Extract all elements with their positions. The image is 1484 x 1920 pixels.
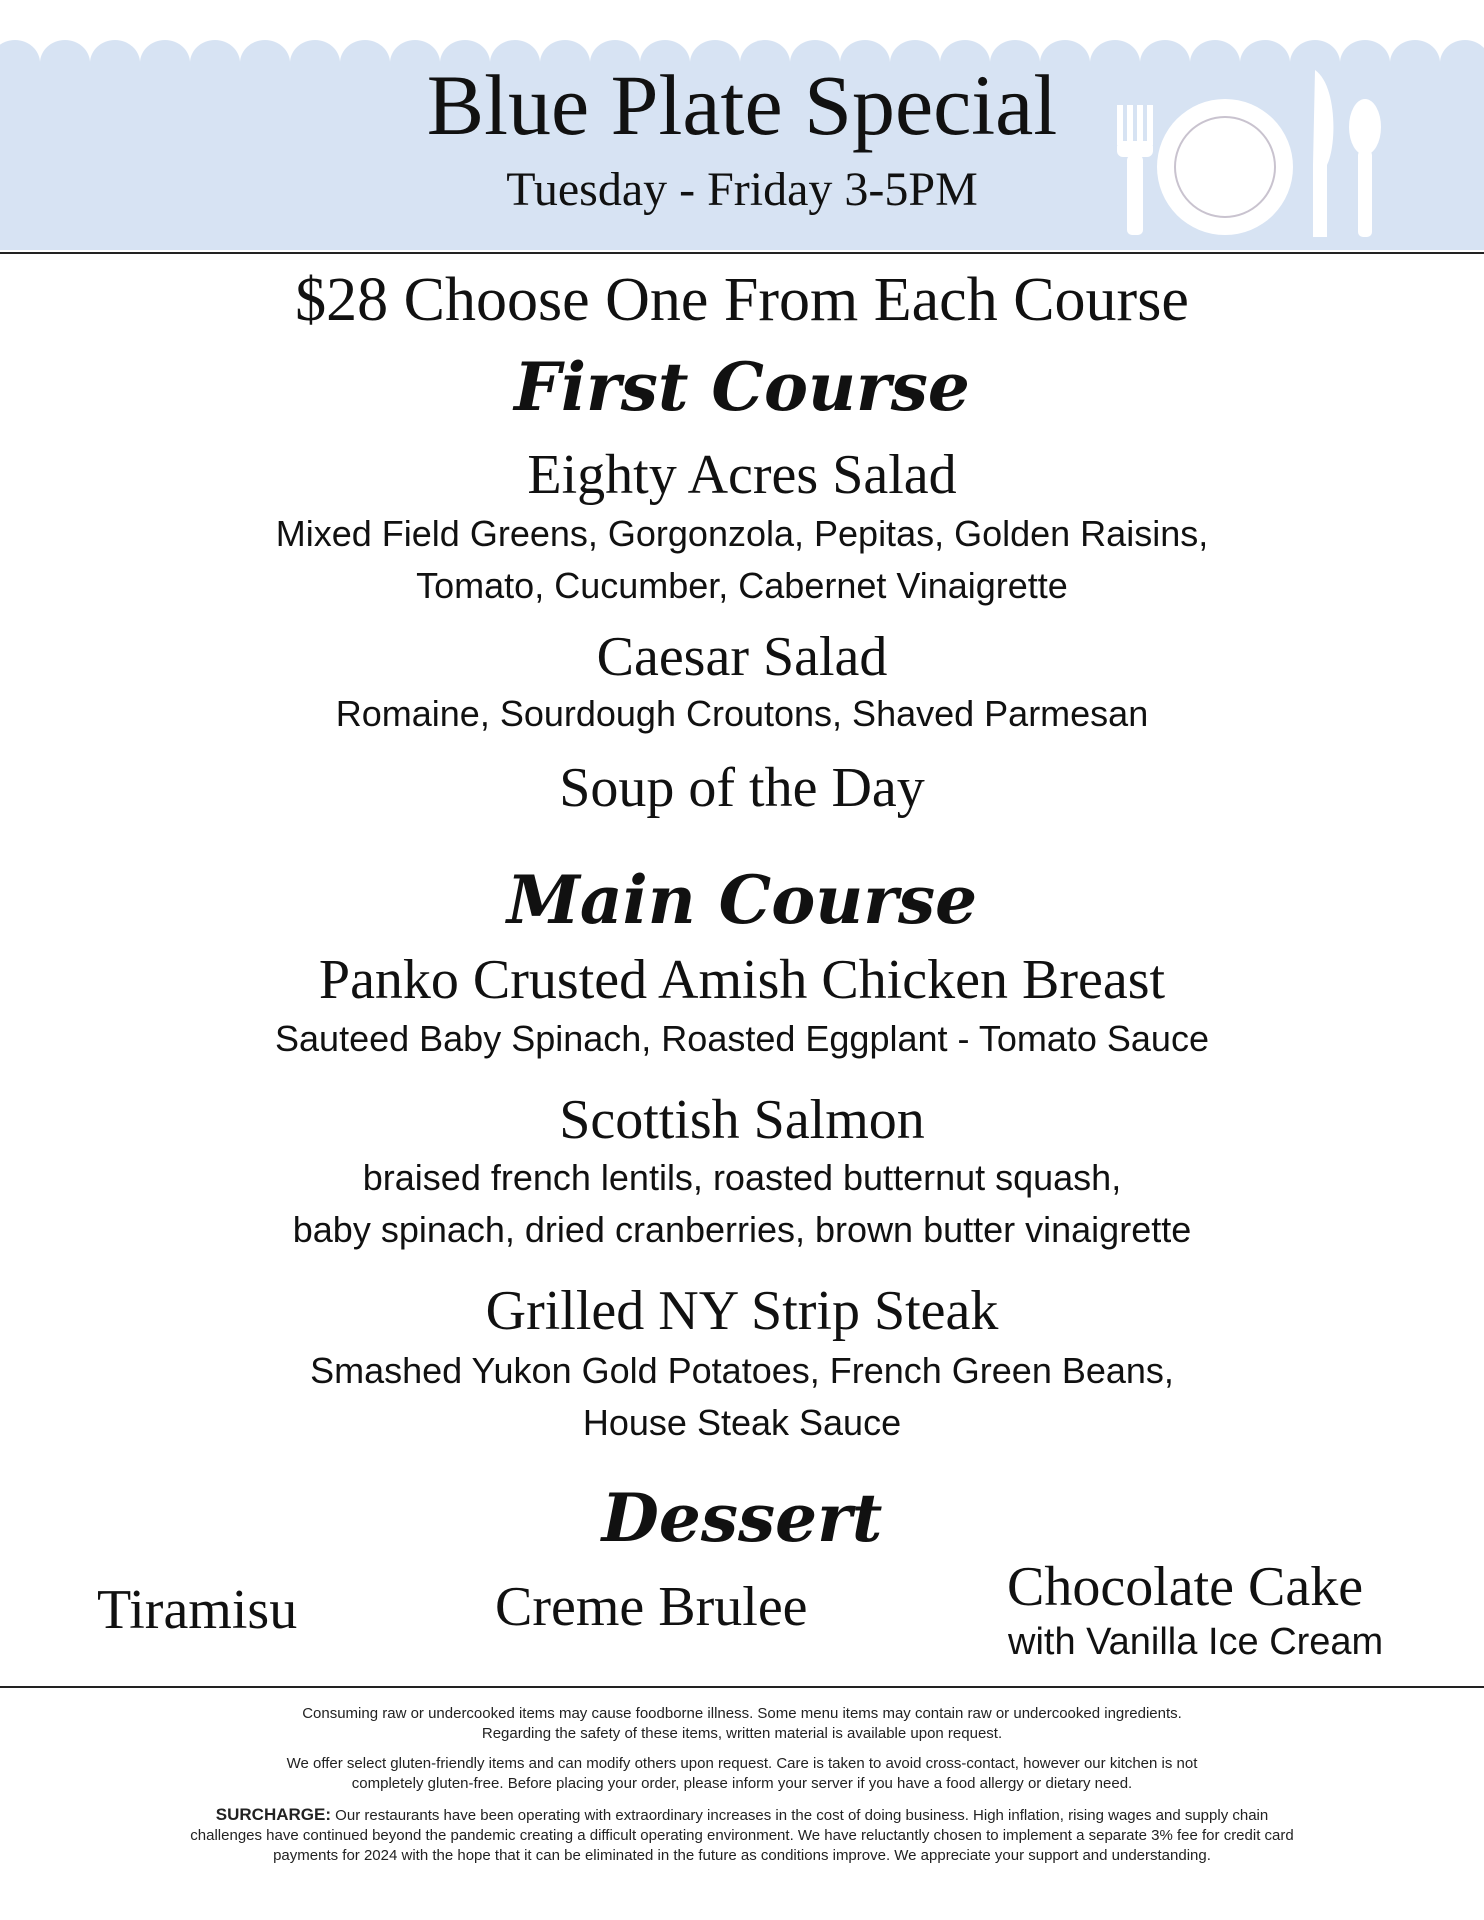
dessert-item-name: Tiramisu	[97, 1579, 298, 1641]
main-course-heading: Main Course	[506, 861, 978, 939]
menu-item-description: Romaine, Sourdough Croutons, Shaved Parmesan	[335, 693, 1149, 734]
header-banner	[0, 0, 1484, 250]
menu-item-name: Caesar Salad	[596, 626, 888, 688]
menu-item-name: Grilled NY Strip Steak	[485, 1280, 999, 1342]
dessert-item-name: Chocolate Cake	[1007, 1556, 1364, 1618]
header-divider	[0, 252, 1484, 254]
dessert-item-description: with Vanilla Ice Cream	[1008, 1621, 1384, 1663]
raw-food-warning: Consuming raw or undercooked items may cause foodborne illness. Some menu items may contain raw or undercooked ingredients. Regarding the safety of these items, written material is available upon request.	[302, 1705, 1182, 1742]
menu-item-description: Smashed Yukon Gold Potatoes, French Green Beans,	[310, 1350, 1174, 1391]
menu-item-name: Soup of the Day	[559, 757, 925, 819]
plate-fork-knife-spoon-icon	[1105, 55, 1405, 240]
first-course-heading: First Course	[514, 348, 970, 426]
page-subtitle: Tuesday - Friday 3-5PM	[506, 163, 978, 216]
gluten-notice: We offer select gluten-friendly items and can modify others upon request. Care is taken to avoid cross-contact, however our kitchen is not completely gluten-free. Before placing your order, please inform your server if you have a food allergy or dietary need.	[286, 1755, 1198, 1792]
menu-item-description: braised french lentils, roasted butternut squash,	[362, 1157, 1122, 1198]
price-line: $28 Choose One From Each Course	[295, 266, 1189, 334]
dessert-item-name: Creme Brulee	[495, 1576, 808, 1638]
page-title: Blue Plate Special	[426, 57, 1058, 153]
menu-item-description: baby spinach, dried cranberries, brown butter vinaigrette	[292, 1209, 1192, 1250]
menu-item-name: Eighty Acres Salad	[527, 444, 957, 506]
menu-item-description: Tomato, Cucumber, Cabernet Vinaigrette	[416, 565, 1068, 606]
surcharge-label: SURCHARGE:	[215, 1805, 332, 1824]
menu-item-description: Mixed Field Greens, Gorgonzola, Pepitas, Golden Raisins,	[275, 513, 1209, 554]
menu-item-description: House Steak Sauce	[582, 1402, 902, 1443]
footer-divider	[0, 1686, 1484, 1688]
dessert-heading: Dessert	[601, 1479, 883, 1557]
menu-item-name: Panko Crusted Amish Chicken Breast	[318, 949, 1166, 1011]
menu-item-description: Sauteed Baby Spinach, Roasted Eggplant - Tomato Sauce	[275, 1018, 1209, 1059]
surcharge-notice: SURCHARGE: Our restaurants have been operating with extraordinary increases in the cost of doing business. High inflation, rising wages and supply chain challenges have continued beyond the pandemic creating a difficult operating environment. We have reluctantly chosen to implement a separate 3% fee for credit card payments for 2024 with the hope that it can be eliminated in the future as conditions improve. We appreciate your support and understanding.	[190, 1805, 1294, 1864]
menu-item-name: Scottish Salmon	[559, 1089, 925, 1151]
